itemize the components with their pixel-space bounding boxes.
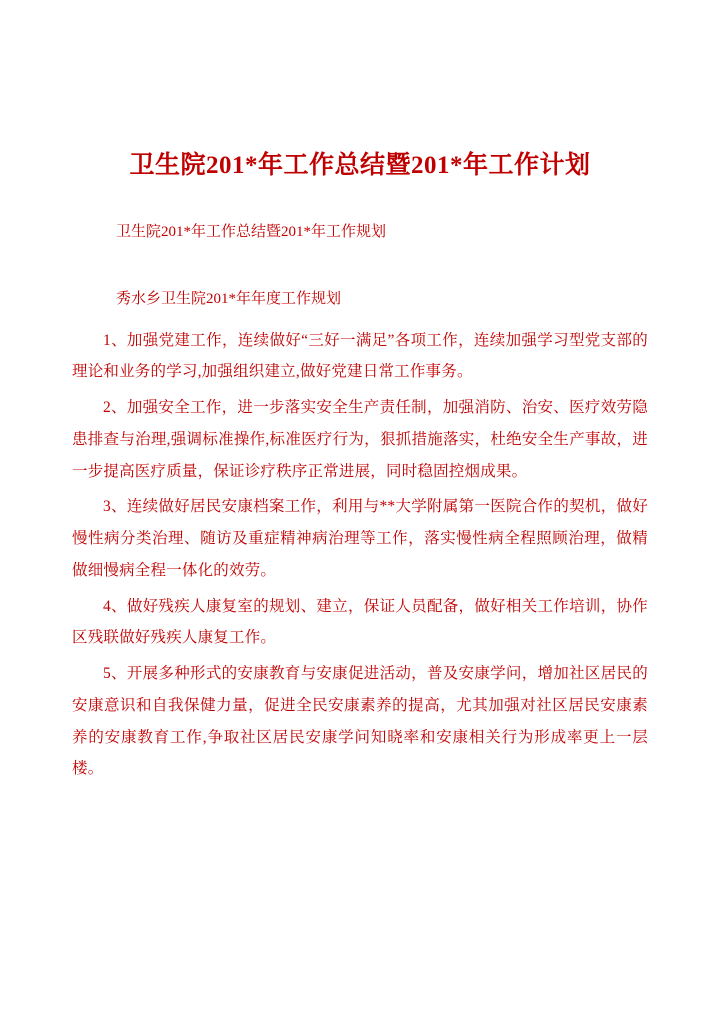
paragraph: 1、加强党建工作，连续做好“三好一满足”各项工作，连续加强学习型党支部的理论和业务的学习,加强组织建立,做好党建日常工作事务。	[72, 331, 648, 381]
paragraph: 3、连续做好居民安康档案工作，利用与**大学附属第一医院合作的契机，做好慢性病分类治理、随访及重症精神病治理等工作，落实慢性病全程照顾治理，做精做细慢病全程一体化的效劳。	[72, 498, 648, 579]
paragraph: 5、开展多种形式的安康教育与安康促进活动，普及安康学问，增加社区居民的安康意识和自我保健力量，促进全民安康素养的提高，尤其加强对社区居民安康素养的安康教育工作,争取社区居民安康学问知晓率和安康相关行为形成率更上一层楼。	[72, 665, 648, 778]
document-subtitle: 卫生院201*年工作总结暨201*年工作规划	[116, 223, 387, 240]
page-title: 卫生院201*年工作总结暨201*年工作计划	[129, 152, 591, 179]
paragraph: 4、做好残疾人康复室的规划、建立，保证人员配备，做好相关工作培训，协作区残联做好残疾人康复工作。	[72, 597, 648, 647]
paragraph: 2、加强安全工作，进一步落实安全生产责任制，加强消防、治安、医疗效劳隐患排查与治理,强调标准操作,标准医疗行为，狠抓措施落实，杜绝安全生产事故，进一步提高医疗质量，保证诊疗秩序正常进展，同时稳固控烟成果。	[72, 399, 648, 480]
document-lead: 秀水乡卫生院201*年年度工作规划	[116, 290, 342, 307]
document-body	[72, 313, 648, 786]
